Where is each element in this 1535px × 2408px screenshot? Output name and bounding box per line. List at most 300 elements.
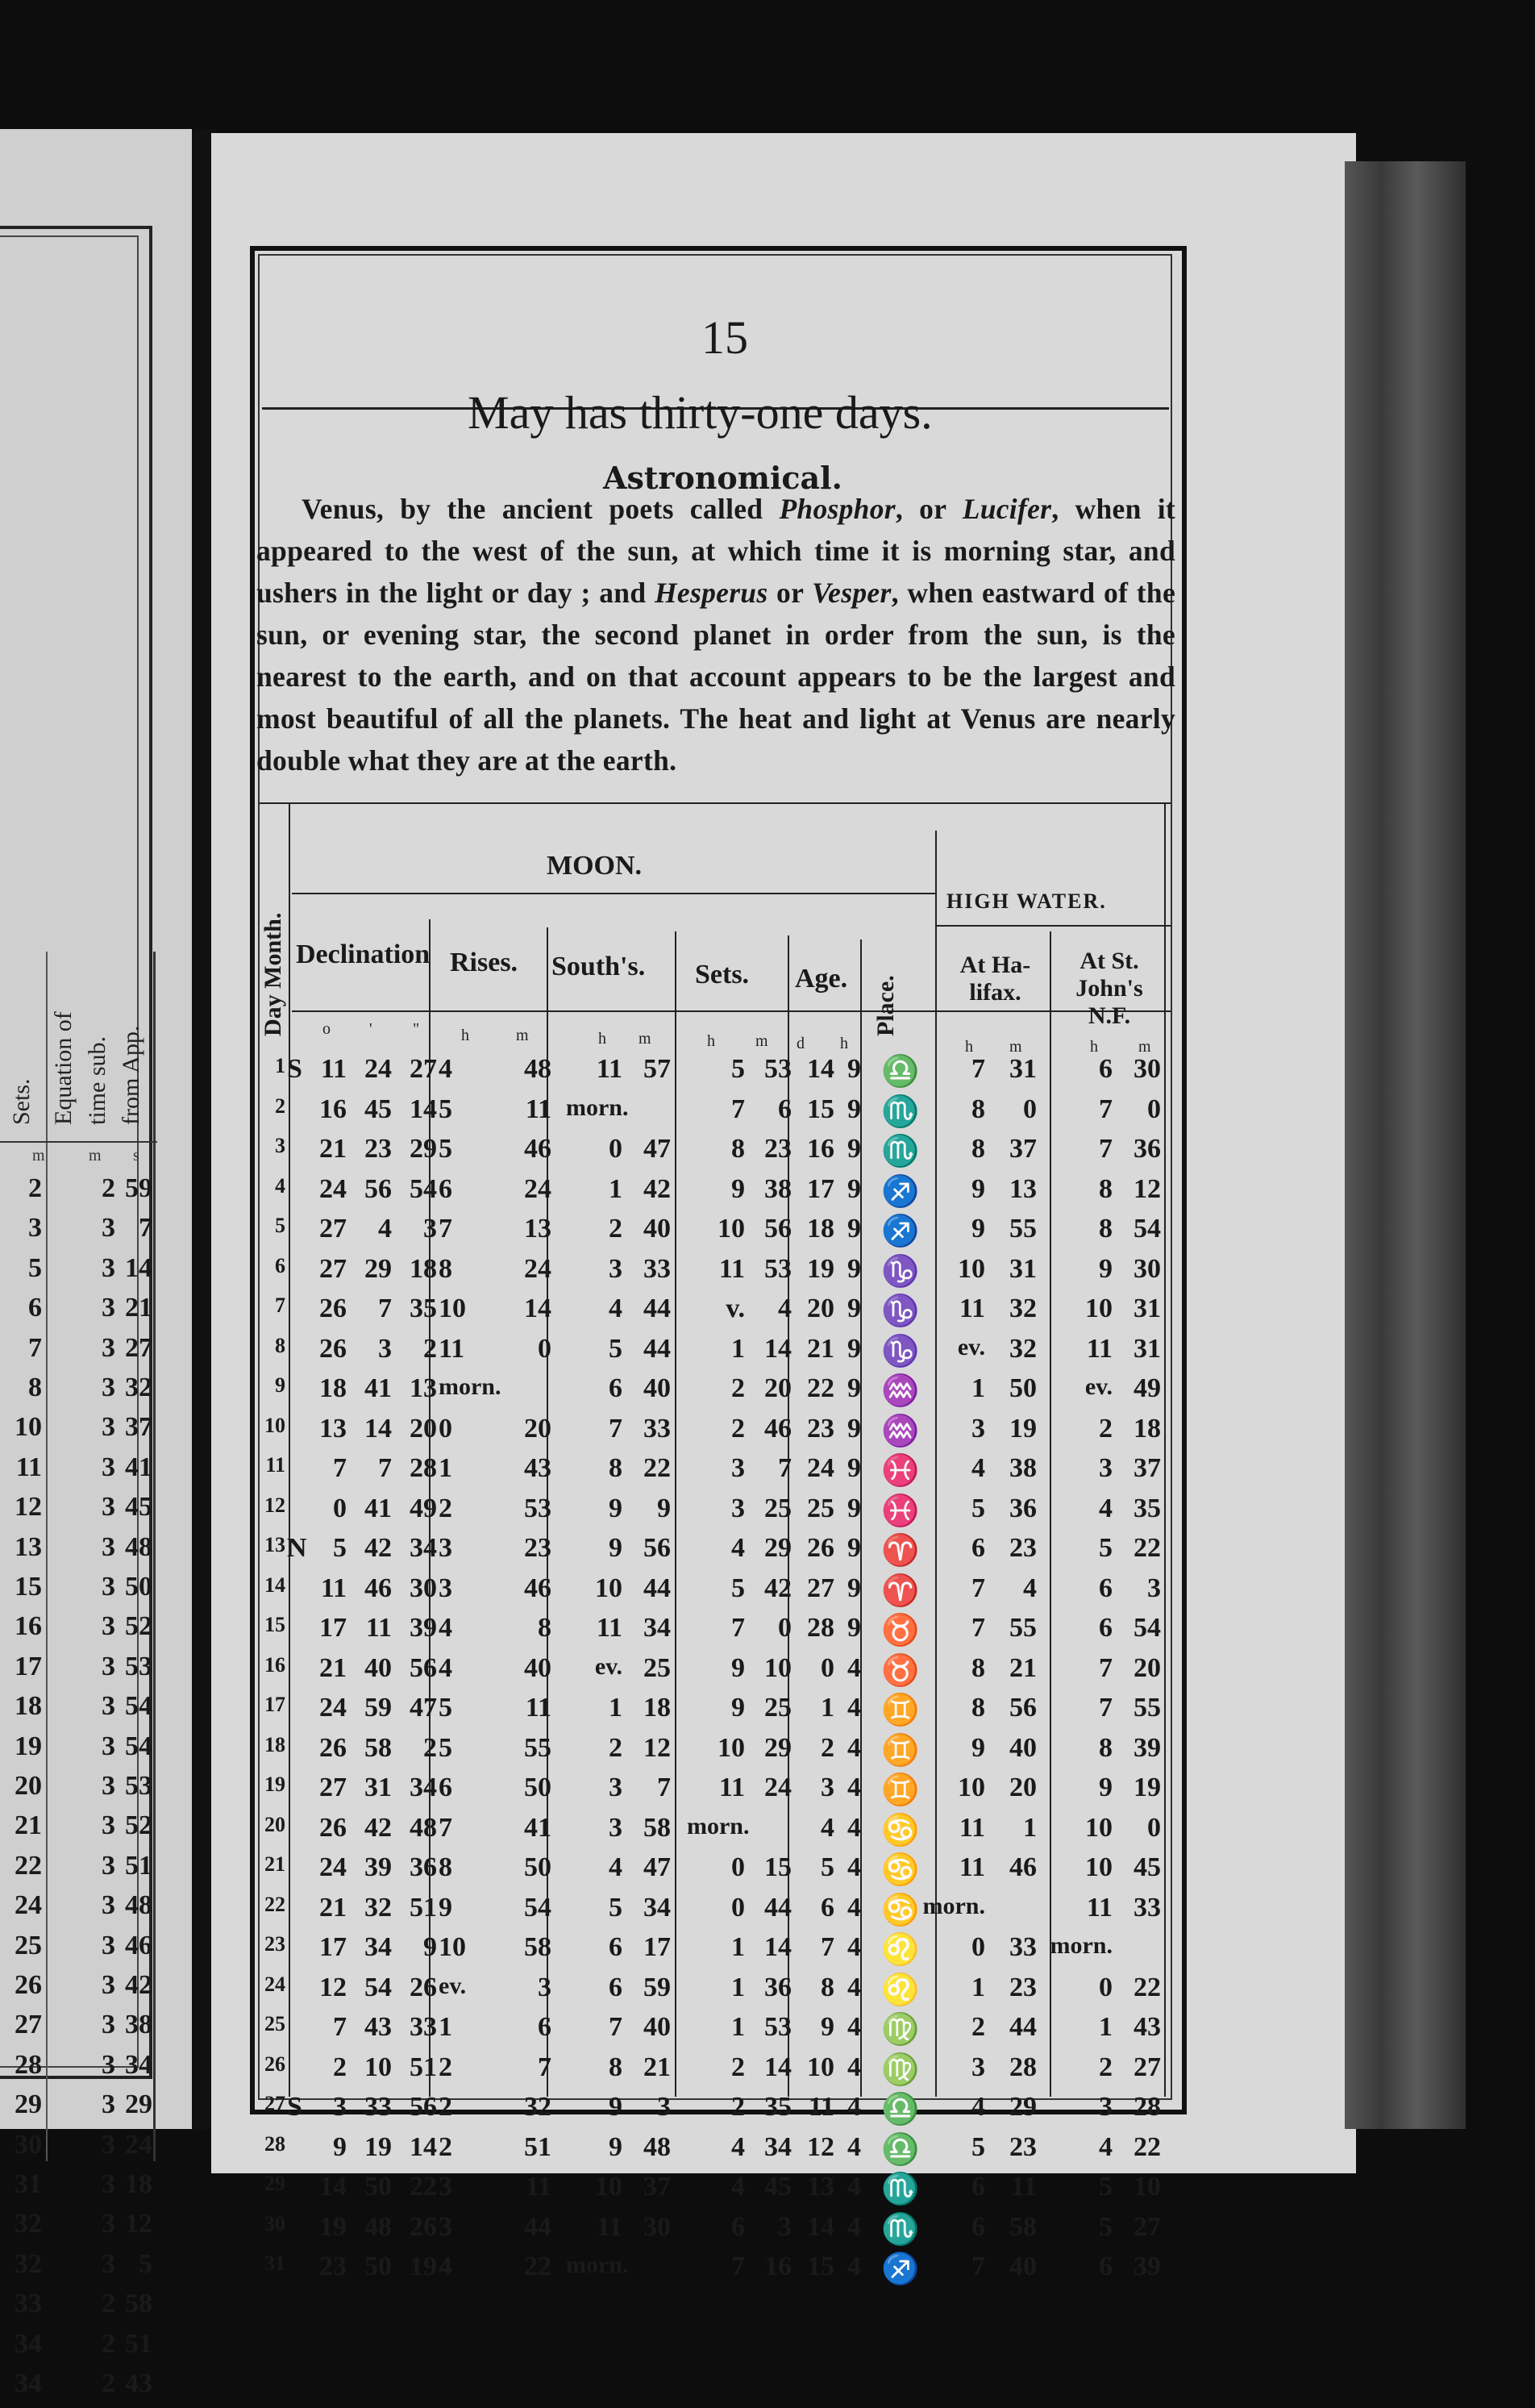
age-d-cell: 15 <box>807 1094 834 1124</box>
day-cell: 9 <box>275 1373 285 1397</box>
age-d-cell: 0 <box>821 1652 834 1683</box>
rises-m-cell: 0 <box>538 1333 551 1364</box>
halifax-m-cell: 40 <box>1009 2252 1037 2281</box>
declination-min-cell: 19 <box>364 2131 392 2162</box>
halifax-m-cell: 33 <box>1009 1932 1037 1962</box>
page-edges <box>1345 161 1466 2129</box>
previous-page-cell: 43 <box>125 2368 152 2398</box>
stjohns-m-cell: 22 <box>1134 1972 1161 2002</box>
rises-m-cell: 22 <box>524 2252 551 2281</box>
age-d-cell: 9 <box>821 2012 834 2042</box>
age-h-cell: 9 <box>847 1134 861 1164</box>
unit-label: o <box>322 1020 331 1038</box>
unit-label: m <box>516 1027 529 1044</box>
rises-h-cell: 3 <box>439 1573 452 1603</box>
halifax-m-cell: 29 <box>1009 2092 1037 2122</box>
south-m-cell: 40 <box>643 1214 671 1244</box>
zodiac-sign-icon: ♋ <box>881 1893 920 1927</box>
halifax-h-cell: morn. <box>922 1892 985 1919</box>
rises-m-cell: 7 <box>538 2052 551 2082</box>
zodiac-sign-icon: ♓ <box>881 1454 920 1488</box>
astronomical-paragraph: Venus, by the ancient poets called Phosphor, or Lucifer, when it appeared to the west of the sun, at which time it is morning star, and ushers in the light or day ; and Hesperus or Vesper, when eastward of the sun, or evening star, the second planet in order from the sun, is the nearest to the earth, and on that account appears to be the largest and most beautiful of all the planets. The heat and light at Venus are nearly double what they are at the earth. <box>256 493 1176 777</box>
halifax-h-cell: 6 <box>971 1533 985 1563</box>
previous-page-cell: 5 <box>139 2248 152 2279</box>
rises-m-cell: 50 <box>524 1852 551 1882</box>
declination-deg-cell: 26 <box>319 1812 347 1843</box>
previous-page-row <box>0 1532 153 1572</box>
halifax-h-cell: 8 <box>971 1652 985 1683</box>
previous-page-row <box>0 1253 153 1293</box>
declination-min-cell: 45 <box>364 1094 392 1124</box>
zodiac-sign-icon: ♈ <box>881 1573 920 1608</box>
rises-m-cell: 53 <box>524 1493 551 1523</box>
declination-min-cell: 7 <box>378 1453 392 1483</box>
table-row <box>260 1733 1171 1773</box>
south-h-cell: 11 <box>596 1613 622 1643</box>
halifax-m-cell: 38 <box>1009 1453 1037 1483</box>
declination-sec-cell: 26 <box>410 1972 437 2002</box>
south-h-cell: 2 <box>609 1214 622 1244</box>
stjohns-m-cell: 54 <box>1134 1613 1161 1643</box>
south-h-cell: morn. <box>566 1094 629 1121</box>
rises-m-cell: 46 <box>524 1573 551 1603</box>
previous-page-cell: 53 <box>125 1651 152 1681</box>
day-cell: 22 <box>264 1892 285 1916</box>
sets-h-cell: 2 <box>731 1413 745 1444</box>
declination-deg-cell: 12 <box>319 1972 347 2002</box>
south-h-cell: 11 <box>596 2211 622 2242</box>
previous-page-cell: 54 <box>125 1691 152 1722</box>
rises-m-cell: 23 <box>524 1533 551 1563</box>
zodiac-sign-icon: ♊ <box>881 1773 920 1807</box>
halifax-header: At Ha- lifax. <box>959 952 1031 1006</box>
previous-page-cell: 15 <box>15 1572 42 1602</box>
table-row <box>260 1414 1171 1454</box>
stjohns-h-cell: 5 <box>1099 2211 1113 2242</box>
sets-m-cell: 53 <box>764 1253 792 1284</box>
previous-page-cell: 3 <box>28 1213 42 1244</box>
day-cell: 30 <box>264 2211 285 2235</box>
declination-deg-cell: 11 <box>320 1573 347 1603</box>
rises-m-cell: 51 <box>524 2131 551 2162</box>
stjohns-m-cell: 33 <box>1134 1892 1161 1923</box>
zodiac-sign-icon: ♉ <box>881 1614 920 1648</box>
previous-page-cell: 3 <box>102 1412 115 1443</box>
zodiac-sign-icon: ♉ <box>881 1653 920 1688</box>
halifax-m-cell: 31 <box>1009 1253 1037 1284</box>
unit-label: d <box>797 1035 805 1052</box>
stjohns-m-cell: 39 <box>1134 2252 1161 2281</box>
sets-m-cell: 56 <box>764 1214 792 1244</box>
age-h-cell: 9 <box>847 1413 861 1444</box>
previous-page-cell: 38 <box>125 2010 152 2040</box>
declination-min-cell: 31 <box>364 1773 392 1802</box>
stjohns-h-cell: 3 <box>1099 1453 1113 1483</box>
previous-page-cell: 12 <box>15 1492 42 1523</box>
age-d-cell: 11 <box>808 2092 834 2122</box>
rises-header: Rises. <box>450 948 518 977</box>
age-d-cell: 8 <box>821 1972 834 2002</box>
table-row <box>260 1054 1171 1094</box>
halifax-h-cell: 4 <box>971 2092 985 2122</box>
declination-sec-cell: 18 <box>410 1253 437 1284</box>
ns-cell: N <box>287 1533 307 1563</box>
previous-page-row <box>0 2368 153 2408</box>
zodiac-sign-icon: ♈ <box>881 1534 920 1568</box>
previous-page-cell: 3 <box>102 1731 115 1761</box>
previous-page-cell: 2 <box>102 2328 115 2359</box>
age-d-cell: 5 <box>821 1852 834 1882</box>
declination-deg-cell: 21 <box>319 1892 347 1923</box>
declination-min-cell: 23 <box>364 1134 392 1164</box>
previous-page-cell: 2 <box>102 2368 115 2398</box>
rises-h-cell: 7 <box>439 1812 452 1843</box>
unit-label: m <box>32 1147 45 1164</box>
sets-h-cell: 11 <box>718 1253 745 1284</box>
day-cell: 29 <box>264 2172 285 2195</box>
day-month-header: Day Month. <box>260 912 286 1036</box>
south-m-cell: 57 <box>643 1054 671 1084</box>
south-m-cell: 42 <box>643 1173 671 1204</box>
table-row <box>260 1214 1171 1254</box>
previous-page-row <box>0 1931 153 1970</box>
previous-page-cell: 30 <box>15 2129 42 2160</box>
declination-min-cell: 41 <box>364 1493 392 1523</box>
previous-page-cell: 3 <box>102 1970 115 2000</box>
previous-page-cell: 10 <box>15 1412 42 1443</box>
previous-page-cell: 3 <box>102 1890 115 1921</box>
previous-page-row <box>0 2089 153 2129</box>
day-cell: 20 <box>264 1812 285 1836</box>
declination-deg-cell: 17 <box>319 1932 347 1962</box>
declination-min-cell: 29 <box>364 1253 392 1284</box>
declination-deg-cell: 3 <box>333 2092 347 2122</box>
south-m-cell: 25 <box>643 1652 671 1683</box>
previous-page-row <box>0 1652 153 1691</box>
previous-page-cell: 3 <box>102 1691 115 1722</box>
previous-page-cell: 34 <box>15 2328 42 2359</box>
south-h-cell: 9 <box>609 1533 622 1563</box>
rises-m-cell: 6 <box>538 2012 551 2042</box>
previous-page-cell: 13 <box>15 1531 42 1562</box>
previous-page-row <box>0 1492 153 1531</box>
stjohns-m-cell: 0 <box>1147 1094 1161 1124</box>
halifax-m-cell: 46 <box>1009 1852 1037 1882</box>
south-header: South's. <box>551 952 646 981</box>
south-h-cell: 9 <box>609 2131 622 2162</box>
age-h-cell: 4 <box>847 1773 861 1802</box>
sets-m-cell: 16 <box>764 2252 792 2281</box>
stjohns-m-cell: 28 <box>1134 2092 1161 2122</box>
previous-page-cell: 58 <box>125 2289 152 2319</box>
south-h-cell: 8 <box>609 2052 622 2082</box>
declination-sec-cell: 14 <box>410 2131 437 2162</box>
halifax-m-cell: 36 <box>1009 1493 1037 1523</box>
stjohns-m-cell: 30 <box>1134 1054 1161 1084</box>
day-cell: 31 <box>264 2252 285 2275</box>
sets-h-cell: 10 <box>718 1214 745 1244</box>
previous-page-cell: 19 <box>15 1731 42 1761</box>
rises-h-cell: 11 <box>439 1333 465 1364</box>
stjohns-h-cell: 6 <box>1099 1613 1113 1643</box>
day-cell: 21 <box>264 1852 285 1876</box>
previous-page-cell: 3 <box>102 2089 115 2120</box>
halifax-m-cell: 0 <box>1023 1094 1037 1124</box>
age-h-cell: 9 <box>847 1333 861 1364</box>
rises-h-cell: 10 <box>439 1294 466 1323</box>
declination-min-cell: 50 <box>364 2252 392 2281</box>
day-cell: 16 <box>264 1652 285 1677</box>
zodiac-sign-icon: ♒ <box>881 1374 920 1408</box>
table-row <box>260 1453 1171 1494</box>
sets-m-cell: 3 <box>778 2211 792 2242</box>
stjohns-m-cell: 31 <box>1134 1294 1161 1323</box>
previous-page-cell: 45 <box>125 1492 152 1523</box>
previous-page-cell: 3 <box>102 1531 115 1562</box>
previous-page-cell: 42 <box>125 1970 152 2000</box>
stjohns-h-cell: 8 <box>1099 1173 1113 1204</box>
previous-page-cell: 3 <box>102 2169 115 2199</box>
stjohns-h-cell: 0 <box>1099 1972 1113 2002</box>
sets-h-cell: 6 <box>731 2211 745 2242</box>
south-m-cell: 40 <box>643 2012 671 2042</box>
previous-page-cell: 7 <box>28 1332 42 1363</box>
day-cell: 5 <box>275 1214 285 1237</box>
rises-h-cell: 4 <box>439 1054 452 1084</box>
declination-sec-cell: 51 <box>410 1892 437 1923</box>
age-d-cell: 7 <box>821 1932 834 1962</box>
age-d-cell: 13 <box>807 2172 834 2202</box>
table-row <box>260 2212 1171 2252</box>
south-m-cell: 33 <box>643 1413 671 1444</box>
halifax-h-cell: 7 <box>971 1613 985 1643</box>
stjohns-h-cell: 2 <box>1099 1413 1113 1444</box>
previous-page-row <box>0 1851 153 1890</box>
halifax-h-cell: 6 <box>971 2211 985 2242</box>
stjohns-m-cell: 27 <box>1134 2052 1161 2082</box>
stjohns-m-cell: 30 <box>1134 1253 1161 1284</box>
rises-m-cell: 24 <box>524 1173 551 1204</box>
sets-m-cell: 14 <box>764 1333 792 1364</box>
table-row <box>260 1334 1171 1374</box>
unit-label: s <box>133 1147 139 1164</box>
declination-min-cell: 43 <box>364 2012 392 2042</box>
age-h-cell: 4 <box>847 1693 861 1723</box>
declination-sec-cell: 51 <box>410 2052 437 2082</box>
previous-page-cell: 3 <box>102 1293 115 1323</box>
declination-sec-cell: 2 <box>423 1732 437 1763</box>
declination-sec-cell: 49 <box>410 1493 437 1523</box>
halifax-m-cell: 21 <box>1009 1652 1037 1683</box>
table-row <box>260 2092 1171 2132</box>
south-h-cell: 4 <box>609 1852 622 1882</box>
previous-page-row <box>0 1373 153 1412</box>
previous-page-row <box>0 2130 153 2169</box>
age-h-cell: 4 <box>847 1892 861 1923</box>
day-cell: 13 <box>264 1533 285 1556</box>
previous-page-cell: 29 <box>125 2089 152 2120</box>
sets-h-cell: 2 <box>731 2052 745 2082</box>
section-heading: Astronomical. <box>603 460 842 496</box>
declination-deg-cell: 27 <box>319 1253 347 1284</box>
south-h-cell: 6 <box>609 1932 622 1962</box>
rises-h-cell: 1 <box>439 1453 452 1483</box>
halifax-m-cell: 23 <box>1009 1533 1037 1563</box>
stjohns-m-cell: 45 <box>1134 1852 1161 1882</box>
sets-h-cell: 10 <box>718 1732 745 1763</box>
day-cell: 2 <box>275 1094 285 1118</box>
halifax-h-cell: 7 <box>971 1054 985 1084</box>
previous-page-cell: 33 <box>15 2289 42 2319</box>
age-header: Age. <box>795 964 848 994</box>
table-row <box>260 1373 1171 1414</box>
unit-label: m <box>755 1032 768 1050</box>
unit-label: h <box>461 1027 469 1044</box>
halifax-h-cell: 5 <box>971 1493 985 1523</box>
sets-m-cell: 44 <box>764 1892 792 1923</box>
previous-page-cell: 32 <box>125 1373 152 1402</box>
sets-m-cell: 25 <box>764 1493 792 1523</box>
previous-page-cell: 3 <box>102 1332 115 1363</box>
rises-h-cell: 4 <box>439 1652 452 1683</box>
halifax-h-cell: 8 <box>971 1094 985 1124</box>
stjohns-m-cell: 43 <box>1134 2012 1161 2042</box>
age-d-cell: 26 <box>807 1533 834 1563</box>
declination-deg-cell: 9 <box>333 2131 347 2162</box>
unit-label: m <box>1138 1038 1151 1056</box>
rises-h-cell: 5 <box>439 1693 452 1723</box>
declination-sec-cell: 34 <box>410 1533 437 1563</box>
age-h-cell: 4 <box>847 1652 861 1683</box>
unit-label: h <box>840 1035 848 1052</box>
south-h-cell: 10 <box>595 2172 622 2202</box>
unit-label: " <box>413 1020 420 1038</box>
day-cell: 23 <box>264 1932 285 1956</box>
rises-m-cell: 11 <box>525 1693 551 1723</box>
age-h-cell: 9 <box>847 1493 861 1523</box>
halifax-m-cell: 23 <box>1009 2131 1037 2162</box>
zodiac-sign-icon: ♏ <box>881 2173 920 2206</box>
previous-page-cell: 26 <box>15 1970 42 2000</box>
halifax-h-cell: 7 <box>971 1573 985 1603</box>
rises-m-cell: 48 <box>524 1054 551 1084</box>
sets-m-cell: 23 <box>764 1134 792 1164</box>
age-d-cell: 12 <box>807 2131 834 2162</box>
rises-h-cell: 7 <box>439 1214 452 1244</box>
declination-sec-cell: 39 <box>410 1613 437 1643</box>
table-row <box>260 1852 1171 1893</box>
day-cell: 24 <box>264 1972 285 1996</box>
south-m-cell: 44 <box>643 1333 671 1364</box>
zodiac-sign-icon: ♎ <box>881 1055 920 1089</box>
stjohns-h-cell: 1 <box>1099 2012 1113 2042</box>
stjohns-m-cell: 12 <box>1134 1173 1161 1204</box>
previous-page-headers <box>0 823 161 1137</box>
previous-page <box>0 129 197 2398</box>
halifax-h-cell: 10 <box>958 1253 985 1284</box>
declination-deg-cell: 21 <box>319 1652 347 1683</box>
sets-h-cell: 4 <box>731 2131 745 2162</box>
previous-page-cell: 48 <box>125 1531 152 1562</box>
stjohns-m-cell: 39 <box>1134 1732 1161 1763</box>
sets-h-cell: 0 <box>731 1892 745 1923</box>
sets-h-cell: 1 <box>731 1333 745 1364</box>
halifax-h-cell: 11 <box>959 1812 985 1843</box>
zodiac-sign-icon: ♊ <box>881 1694 920 1727</box>
stjohns-h-cell: 5 <box>1099 1533 1113 1563</box>
stjohns-m-cell: 19 <box>1134 1773 1161 1802</box>
south-m-cell: 44 <box>643 1294 671 1323</box>
table-row <box>260 1893 1171 1933</box>
declination-min-cell: 14 <box>364 1413 392 1444</box>
vesper-term: Vesper <box>812 577 892 609</box>
declination-sec-cell: 13 <box>410 1373 437 1403</box>
previous-page-cell: 51 <box>125 1850 152 1881</box>
stjohns-h-cell: 3 <box>1099 2092 1113 2122</box>
stjohns-m-cell: 10 <box>1134 2172 1161 2202</box>
sets-h-cell: 4 <box>731 1533 745 1563</box>
sets-m-cell: 42 <box>764 1573 792 1603</box>
halifax-h-cell: 11 <box>959 1852 985 1882</box>
high-water-header-rule <box>937 925 1171 927</box>
stjohns-h-cell: 11 <box>1086 1892 1113 1923</box>
rises-h-cell: 6 <box>439 1773 452 1802</box>
stjohns-h-cell: 10 <box>1085 1852 1113 1882</box>
previous-page-cell: 54 <box>125 1731 152 1761</box>
age-h-cell: 9 <box>847 1054 861 1084</box>
south-m-cell: 56 <box>643 1533 671 1563</box>
declination-min-cell: 24 <box>364 1054 392 1084</box>
south-h-cell: morn. <box>566 2252 629 2278</box>
table-row <box>260 2252 1171 2292</box>
south-h-cell: 5 <box>609 1892 622 1923</box>
lucifer-term: Lucifer <box>962 493 1052 525</box>
phosphor-term: Phosphor <box>779 493 896 525</box>
age-d-cell: 28 <box>807 1613 834 1643</box>
south-m-cell: 30 <box>643 2211 671 2242</box>
previous-page-row <box>0 1333 153 1373</box>
previous-page-cell: 8 <box>28 1373 42 1402</box>
moon-header-rule <box>292 893 937 894</box>
stjohns-h-cell: 9 <box>1099 1773 1113 1802</box>
stjohns-m-cell: 22 <box>1134 2131 1161 2162</box>
age-h-cell: 4 <box>847 2211 861 2242</box>
stjohns-h-cell: ev. <box>1084 1373 1113 1400</box>
declination-min-cell: 34 <box>364 1932 392 1962</box>
equation-header-line: time sub. <box>84 1036 110 1125</box>
declination-deg-cell: 26 <box>319 1333 347 1364</box>
south-m-cell: 34 <box>643 1892 671 1923</box>
declination-sec-cell: 27 <box>410 1054 437 1084</box>
stjohns-m-cell: 54 <box>1134 1214 1161 1244</box>
sets-h-cell: morn. <box>687 1812 750 1839</box>
declination-deg-cell: 11 <box>320 1054 347 1084</box>
stjohns-h-cell: 10 <box>1085 1812 1113 1843</box>
sets-h-cell: 11 <box>718 1773 745 1802</box>
halifax-h-cell: 4 <box>971 1453 985 1483</box>
declination-min-cell: 50 <box>364 2172 392 2202</box>
day-cell: 7 <box>275 1294 285 1317</box>
rises-h-cell: 1 <box>439 2012 452 2042</box>
previous-page-cell: 29 <box>15 2089 42 2120</box>
age-h-cell: 4 <box>847 2052 861 2082</box>
south-m-cell: 34 <box>643 1613 671 1643</box>
south-h-cell: 9 <box>609 1493 622 1523</box>
previous-page-row <box>0 1173 153 1213</box>
age-h-cell: 4 <box>847 2012 861 2042</box>
stjohns-h-cell: 5 <box>1099 2172 1113 2202</box>
sets-h-cell: v. <box>726 1294 745 1323</box>
